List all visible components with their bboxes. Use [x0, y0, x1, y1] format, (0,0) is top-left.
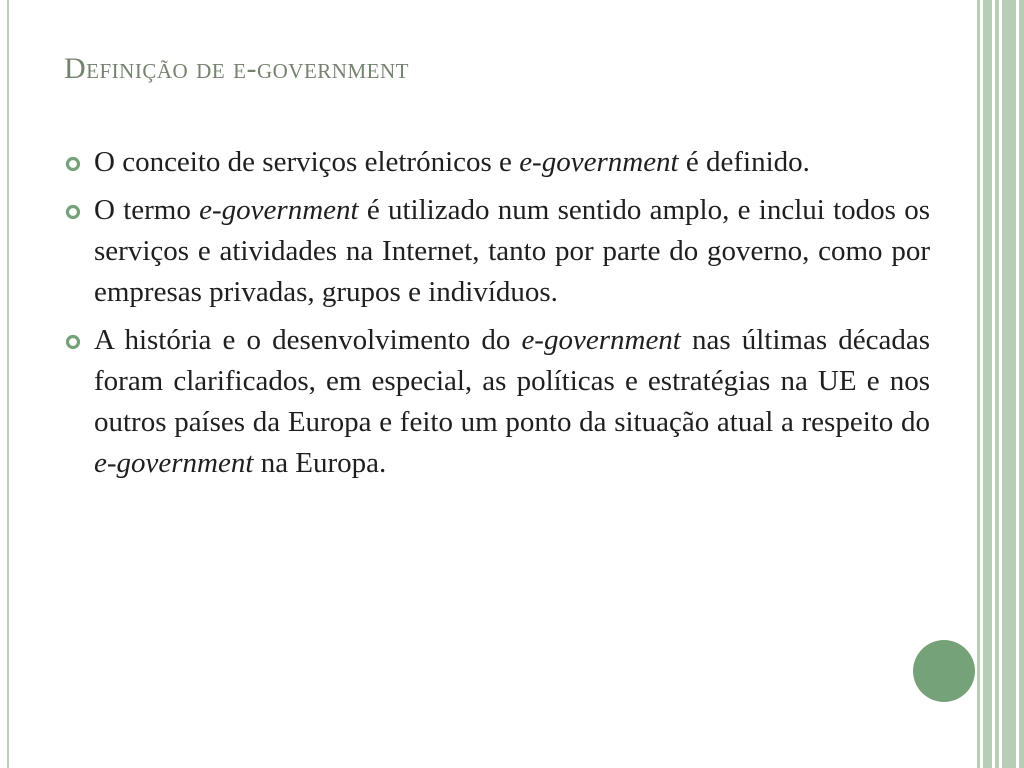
bullet-list [64, 142, 930, 491]
bullet-text: A história e o desenvolvimento do [94, 324, 522, 356]
emphasized-term: e-government [199, 194, 359, 226]
slide-title: Definição de e-government [64, 52, 409, 85]
right-stripe [1019, 0, 1024, 768]
bullet-item [64, 320, 930, 484]
circle-decoration-icon [913, 640, 975, 702]
ring-bullet-icon [64, 333, 82, 351]
bullet-item [64, 190, 930, 313]
right-stripe [1002, 0, 1016, 768]
bullet-text: O conceito de serviços eletrónicos e [94, 146, 520, 178]
ring-bullet-icon [64, 203, 82, 221]
emphasized-term: e-government [519, 146, 679, 178]
bullet-text: é utilizado num sentido amplo, e inclui todos os serviços e atividades na Internet, tanto por parte do governo, como por empresas privadas, grupos e indivíduos. [94, 194, 930, 308]
right-stripe [983, 0, 992, 768]
bullet-item [64, 142, 930, 183]
ring-bullet-icon [64, 155, 82, 173]
bullet-text: O termo [94, 194, 200, 226]
left-border-line [7, 0, 9, 768]
emphasized-term: e-government [521, 324, 681, 356]
right-stripe [995, 0, 999, 768]
bullet-text: é definido. [678, 146, 810, 178]
bullet-text: na Europa. [253, 447, 387, 479]
bullet-text: nas últimas décadas foram clarificados, em especial, as políticas e estratégias na UE e nos outros países da Europa e feito um ponto da situação atual a respeito do [94, 324, 930, 438]
emphasized-term: e-government [94, 447, 254, 479]
right-stripe [977, 0, 980, 768]
